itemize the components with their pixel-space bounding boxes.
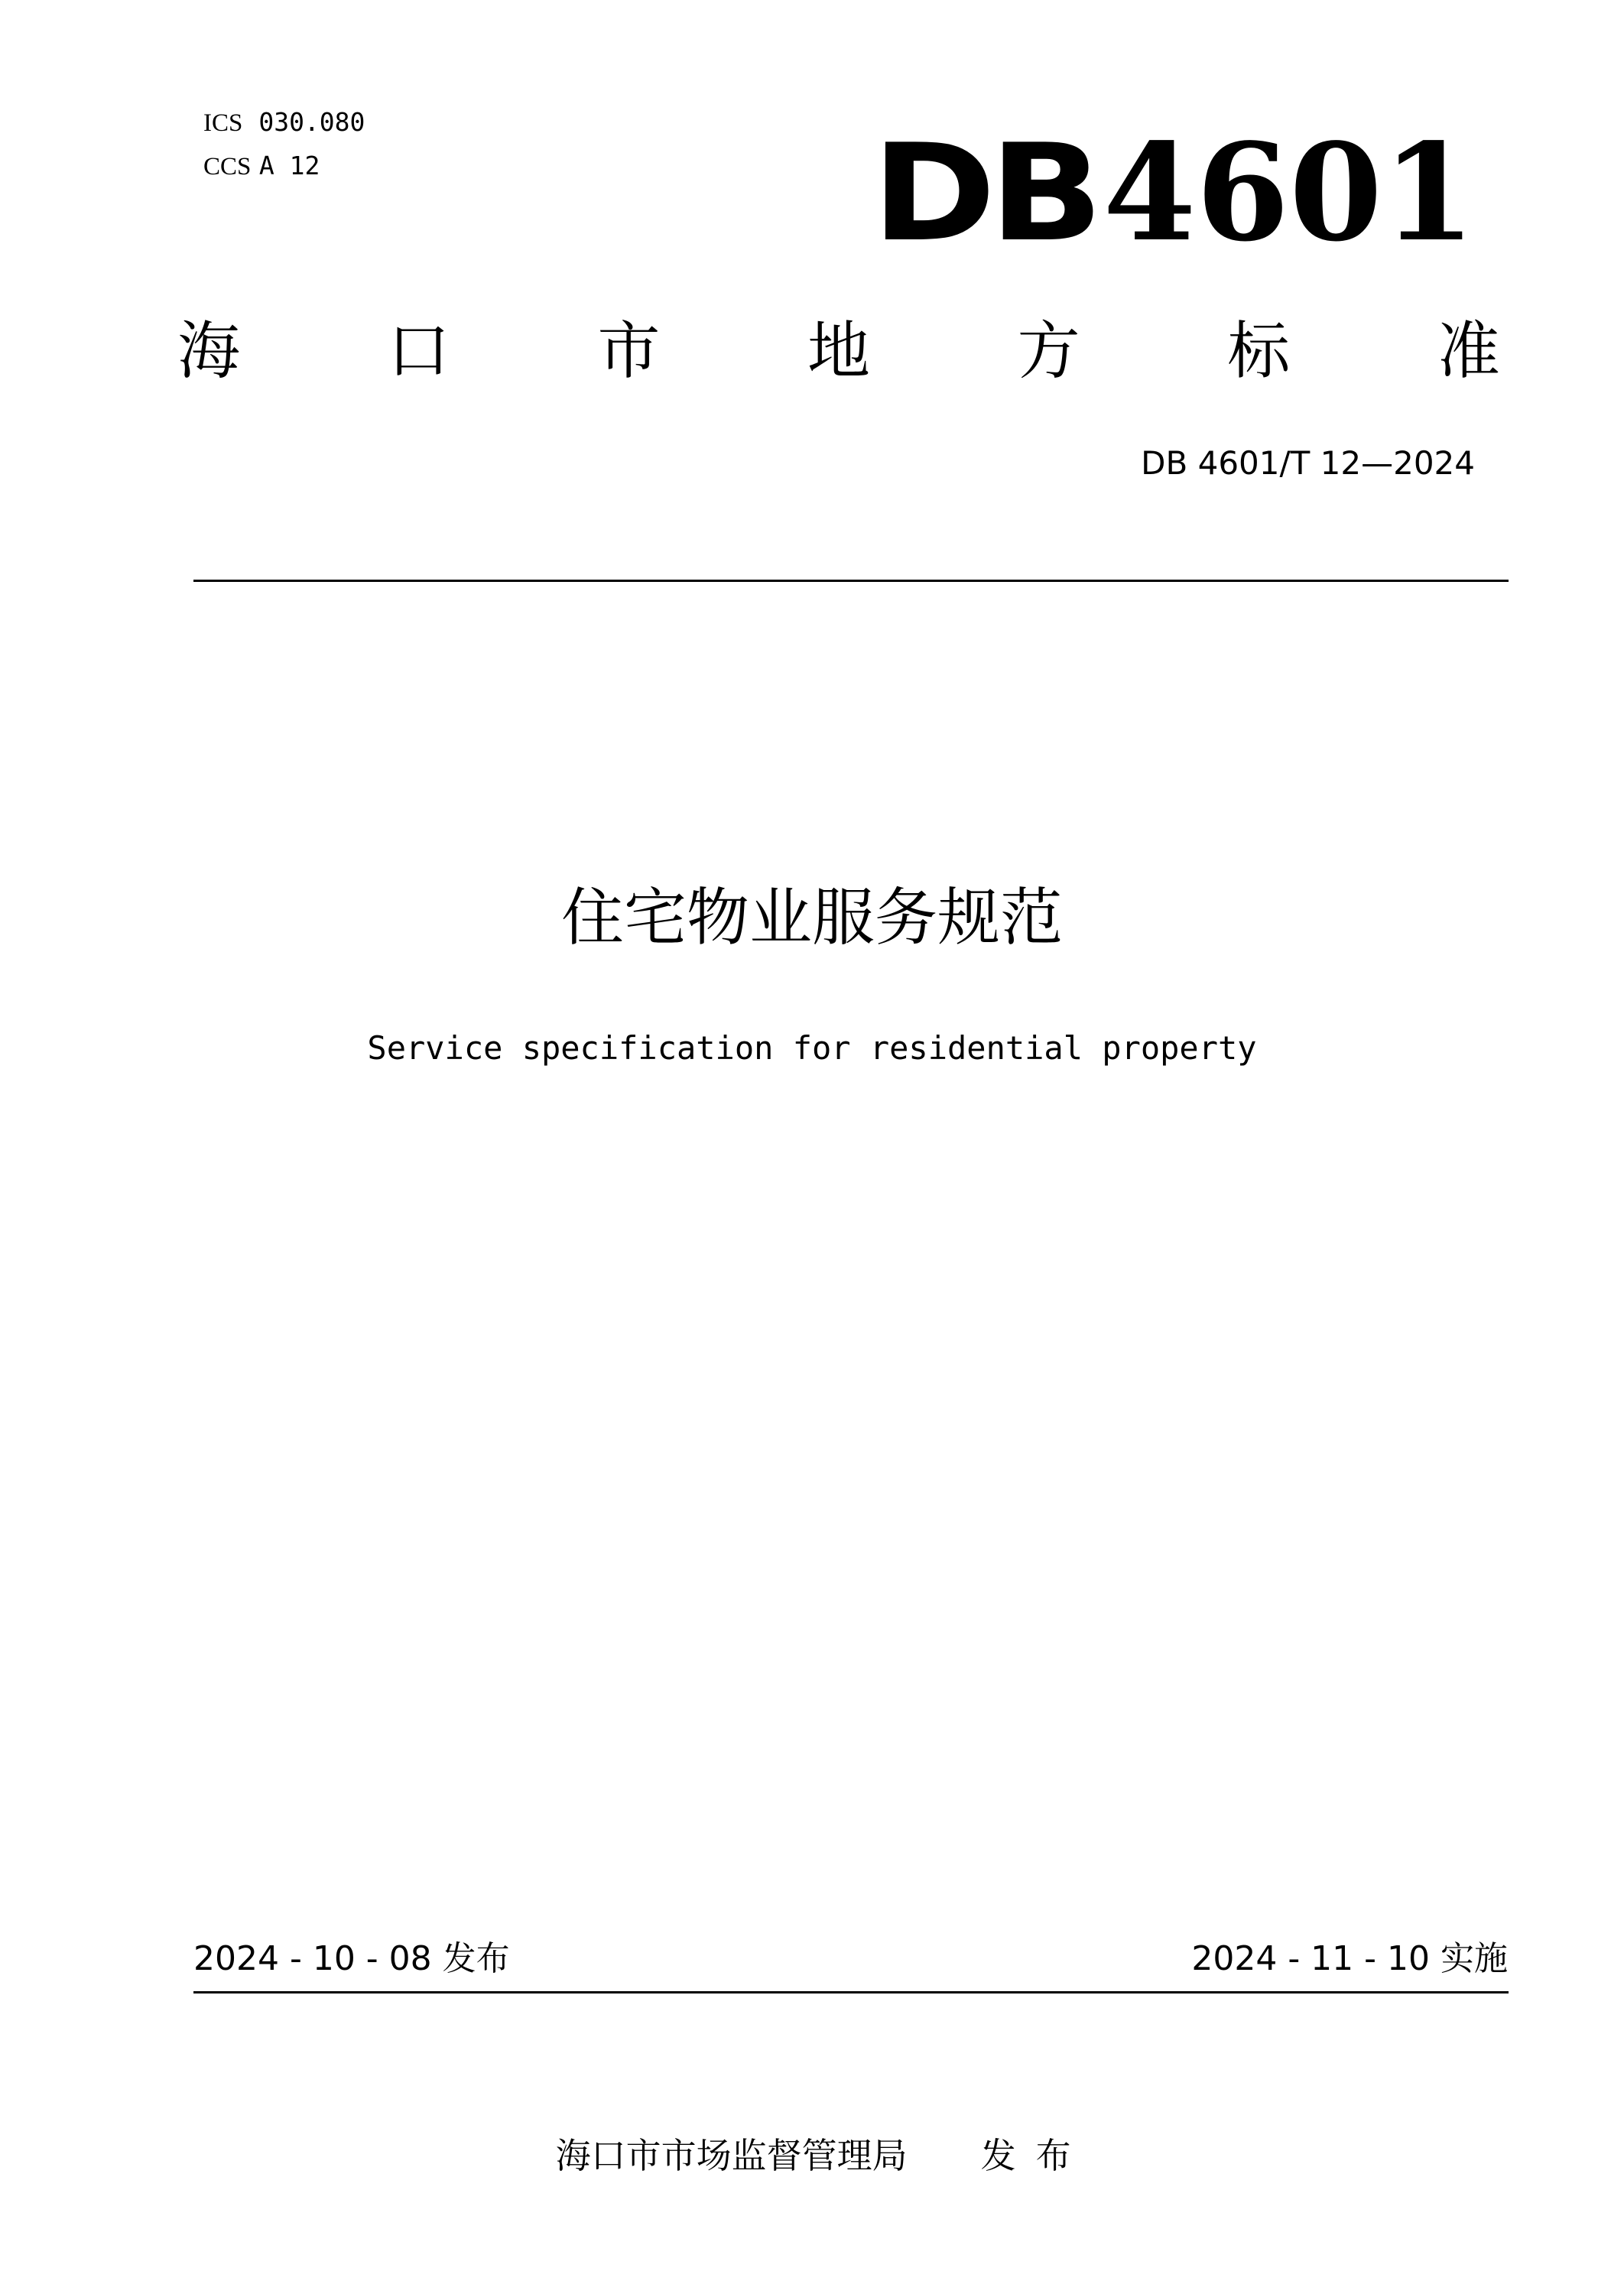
standard-type-char: 市: [597, 315, 661, 388]
standard-mark-number: 4601: [1103, 115, 1476, 271]
document-title-cn: 住宅物业服务规范: [560, 882, 1063, 954]
bottom-divider: [193, 1991, 1509, 1993]
standard-type-char: 标: [1227, 315, 1291, 388]
standard-number: DB 4601/T 12—2024: [1141, 444, 1475, 482]
ccs-code: A 12: [258, 151, 320, 180]
implementation-date: 2024 - 11 - 10 实施: [1191, 1939, 1508, 1978]
document-title-en: Service specification for residential property: [367, 1029, 1257, 1067]
publisher-name: 海口市市场监督管理局: [555, 2135, 908, 2176]
standard-type-heading: [177, 310, 1500, 394]
standard-type-char: 海: [177, 315, 241, 388]
standard-type-char: 地: [807, 315, 870, 388]
standard-mark: [872, 115, 1476, 271]
top-divider: [193, 580, 1509, 582]
ics-label: ICS: [203, 109, 243, 137]
ccs-line: [187, 128, 320, 180]
standard-mark-prefix: DB: [872, 116, 1097, 271]
ics-code: 030.080: [258, 107, 365, 137]
standard-type-char: 方: [1017, 315, 1080, 388]
ccs-label: CCS: [203, 153, 252, 180]
issue-date: 2024 - 10 - 08 发布: [193, 1939, 510, 1978]
publisher-action: 发布: [980, 2135, 1091, 2176]
publisher-line: [0, 2103, 1624, 2176]
standard-type-char: 准: [1437, 315, 1500, 388]
standard-type-char: 口: [387, 315, 450, 388]
